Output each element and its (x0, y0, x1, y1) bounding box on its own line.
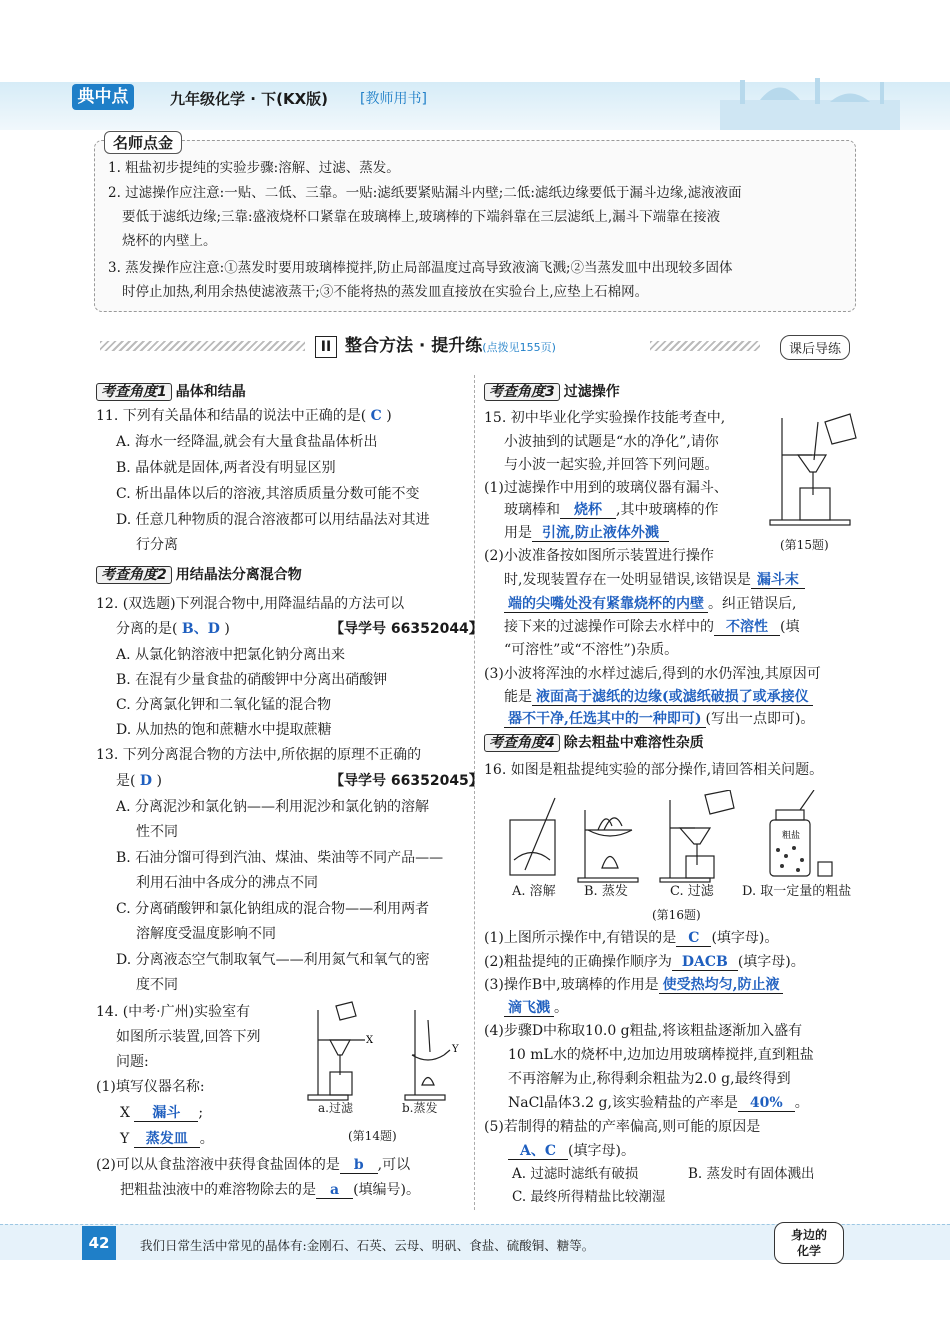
q12-stem-cont: 分离的是( B、D ) (116, 621, 230, 637)
q12-guide-number: 【导学号 66352044】 (330, 621, 483, 637)
q14-y-label: Y (120, 1131, 130, 1147)
q13-option-b-cont: 利用石油中各成分的沸点不同 (136, 875, 318, 891)
q16-part-4-text: NaCl晶体3.2 g,该实验精盐的产率是 (508, 1095, 738, 1111)
chemistry-around-us-badge (774, 1222, 844, 1264)
tip-line: 要低于滤纸边缘;三靠:盛液烧杯口紧靠在玻璃棒上,玻璃棒的下端斜靠在三层滤纸上,漏斗下端靠在接液 (122, 209, 721, 225)
q16-part-1-text-b: (填字母)。 (711, 930, 779, 946)
q11-option-a: A. 海水一经降温,就会有大量食盐晶体析出 (116, 434, 378, 450)
q16-part-2-text-b: (填字母)。 (737, 954, 805, 970)
question-15: 15. 初中毕业化学实验操作技能考查中, (484, 410, 726, 426)
q16-part-2 (484, 952, 805, 972)
angle-box: 考查角度4 (484, 734, 560, 752)
page-number: 42 (82, 1226, 116, 1260)
q16-fig-label-a: A. 溶解 (512, 884, 556, 899)
q15-part-2-cont3 (504, 617, 799, 637)
q15-answer-function: 引流,防止液体外溅 (532, 525, 669, 542)
tip-line: 3. 蒸发操作应注意:①蒸发时要用玻璃棒搅拌,防止局部温度过高导致液滴飞溅;②当蒸发皿中出现较多固体 (108, 260, 733, 276)
q14-fig-label-b: b.蒸发 (402, 1101, 438, 1115)
q11-option-c: C. 析出晶体以后的溶液,其溶质质量分数可能不变 (116, 486, 420, 502)
q11-option-b: B. 晶体就是固体,两者没有明显区别 (116, 460, 336, 476)
q15-answer-beaker: 烧杯 (560, 502, 616, 519)
q13-option-d: D. 分离液态空气制取氧气——利用氮气和氧气的密 (116, 952, 430, 968)
q16-part-4-cont3 (508, 1093, 809, 1113)
q14-stem-3: 问题: (116, 1054, 149, 1070)
q16-answer-2: DACB (672, 954, 738, 971)
q15-part-3-cont2 (504, 709, 814, 729)
angle-heading-4 (484, 732, 704, 752)
tip-line: 1. 粗盐初步提纯的实验步骤:溶解、过滤、蒸发。 (108, 160, 400, 176)
q15-text: 玻璃棒和 (504, 502, 560, 518)
tips-label: 名师点金 (104, 131, 182, 154)
q16-jar-label: 粗盐 (782, 831, 801, 841)
angle-title: 除去粗盐中难溶性杂质 (563, 735, 704, 751)
q13-answer: D (139, 773, 153, 789)
q12-option-c: C. 分离氯化钾和二氧化锰的混合物 (116, 697, 332, 713)
brand-logo: 典中点 (72, 84, 134, 110)
q15-part-3-text-b: (写出一点即可)。 (705, 711, 815, 727)
q14-x-label: X (120, 1105, 130, 1121)
q14-x-line: X 漏斗 ; (120, 1105, 204, 1121)
q16-part-3-text-b: 。 (554, 1000, 568, 1016)
q13-option-a-cont: 性不同 (136, 824, 178, 840)
q16-part-1-text: (1)上图所示操作中,有错误的是 (484, 930, 677, 946)
q16-part-4-cont: 10 mL水的烧杯中,边加边用玻璃棒搅拌,直到粗盐 (508, 1047, 814, 1063)
footer-badge-line-1: 身边的 (790, 1228, 827, 1242)
q11-stem: 11. 下列有关晶体和结晶的说法中正确的是( (96, 408, 367, 424)
q15-text-b: ,其中玻璃棒的作 (616, 502, 719, 518)
q15-part-2-text: 时,发现装置存在一处明显错误,该错误是 (504, 572, 751, 588)
section-bar (100, 333, 850, 359)
page-footer (0, 1212, 950, 1272)
after-class-badge: 课后导练 (780, 335, 850, 360)
q16-part-3-text: (3)操作B中,玻璃棒的作用是 (484, 977, 659, 993)
section-heading: 整合方法 · 提升练 (345, 336, 483, 356)
q16-fig-label-b: B. 蒸发 (584, 884, 628, 899)
q15-part-3: (3)小波将浑浊的水样过滤后,得到的水仍浑浊,其原因可 (484, 666, 821, 682)
section-reference: (点拨见155页) (482, 341, 556, 354)
q16-part-5-text: (填字母)。 (568, 1143, 635, 1159)
q16-answer-1: C (676, 930, 711, 947)
q13-stem-cont: 是( D ) (116, 773, 162, 789)
q15-answer-reason-a: 液面高于滤纸的边缘(或滤纸破损了或承接仪 (532, 689, 813, 706)
q14-part-2-answer-a: b (340, 1157, 378, 1174)
question-14: 14. (中考·广州)实验室有 (96, 1004, 251, 1020)
q12-option-b: B. 在混有少量食盐的硝酸钾中分离出硝酸钾 (116, 672, 388, 688)
question-11: 11. 下列有关晶体和结晶的说法中正确的是( C ) (96, 408, 392, 424)
q14-stem-2: 如图所示装置,回答下列 (116, 1029, 261, 1045)
q15-filtration-figure (760, 410, 870, 535)
q15-part-3-text: 能是 (504, 689, 532, 705)
q13-option-a: A. 分离泥沙和氯化钠——利用泥沙和氯化钠的溶解 (116, 799, 430, 815)
q14-fig-label-a: a.过滤 (318, 1101, 353, 1115)
tip-line: 时停止加热,利用余热使滤液蒸干;③不能将热的蒸发皿直接放在实验台上,应垫上石棉网。 (122, 284, 649, 300)
book-title: 九年级化学 · 下(KX版) (170, 90, 329, 108)
q14-part-2-answer-b: a (316, 1182, 353, 1199)
q14-part-1: (1)填写仪器名称: (96, 1079, 205, 1095)
q16-part-2-text: (2)粗盐提纯的正确操作顺序为 (484, 954, 672, 970)
q15-part-1: (1)过滤操作中用到的玻璃仪器有漏斗、 (484, 480, 728, 496)
q15-part-2: (2)小波准备按如图所示装置进行操作 (484, 548, 714, 564)
q12-answer: B、D (181, 621, 220, 637)
q15-answer-insoluble: 不溶性 (714, 619, 780, 636)
q16-option-c: C. 最终所得精盐比较潮湿 (512, 1189, 666, 1205)
angle-title: 晶体和结晶 (175, 384, 246, 400)
q13-option-b: B. 石油分馏可得到汽油、煤油、柴油等不同产品—— (116, 850, 444, 866)
q16-part-3 (484, 975, 783, 995)
section-number: II (315, 336, 337, 358)
q16-answer-3b: 滴飞溅 (504, 1000, 554, 1017)
section-title (315, 333, 556, 359)
q15-part-2-cont (504, 570, 805, 590)
q11-option-d-cont: 行分离 (136, 537, 178, 553)
q16-fig-label-d: D. 取一定量的粗盐 (742, 884, 852, 899)
q16-option-b: B. 蒸发时有固体溅出 (688, 1166, 815, 1182)
q15-part-2-cont2 (504, 594, 796, 614)
q16-answer-5: A、C (508, 1143, 568, 1160)
angle-title: 用结晶法分离混合物 (175, 567, 302, 583)
angle-box: 考查角度1 (96, 383, 172, 401)
q15-answer-error-a: 漏斗末 (751, 572, 805, 589)
angle-box: 考查角度2 (96, 566, 172, 584)
section-stripe-left (100, 341, 305, 351)
q12-option-a: A. 从氯化钠溶液中把氯化钠分离出来 (116, 647, 346, 663)
angle-title: 过滤操作 (563, 384, 620, 400)
q14-part-2b-text: 把粗盐浊液中的难溶物除去的是 (120, 1182, 316, 1198)
svg-text:Y: Y (452, 1044, 459, 1055)
q13-stem: 是( (116, 773, 136, 789)
q16-answer-3a: 使受热均匀,防止液 (659, 977, 784, 994)
q13-option-c: C. 分离硝酸钾和氯化钠组成的混合物——利用两者 (116, 901, 430, 917)
q11-answer: C (370, 408, 382, 424)
q15-part-1-cont (504, 500, 718, 520)
q15-part-2-text-b: 。纠正错误后, (708, 596, 797, 612)
question-12: 12. (双选题)下列混合物中,用降温结晶的方法可以 (96, 596, 405, 612)
q16-part-4-text-b: 。 (794, 1095, 809, 1111)
q12-option-d: D. 从加热的饱和蔗糖水中提取蔗糖 (116, 722, 332, 738)
angle-heading-3 (484, 381, 620, 401)
q13-option-c-cont: 溶解度受温度影响不同 (136, 926, 276, 942)
q16-part-5-cont (508, 1141, 635, 1161)
q16-fig-label-c: C. 过滤 (670, 884, 714, 899)
q14-fig-caption: (第14题) (348, 1129, 397, 1143)
q16-part-1 (484, 928, 778, 948)
q15-part-2-text-c: 接下来的过滤操作可除去水样中的 (504, 619, 714, 635)
q15-fig-caption: (第15题) (780, 538, 829, 552)
teacher-edition-tag: [教师用书] (360, 91, 427, 107)
q14-part-2: (2)可以从食盐溶液中获得食盐固体的是 b ,可以 (96, 1157, 411, 1173)
q16-part-4: (4)步骤D中称取10.0 g粗盐,将该粗盐逐渐加入盛有 (484, 1023, 803, 1039)
q15-part-2-text-d: (填 (780, 619, 800, 635)
q15-text-c: 用是 (504, 525, 532, 541)
footer-badge-line-2: 化学 (796, 1244, 821, 1258)
q14-apparatus-figure (300, 1000, 460, 1110)
q15-answer-reason-b: 器不干净,任选其中的一种即可) (504, 711, 706, 728)
q15-part-1-cont2 (504, 523, 669, 543)
column-divider (474, 375, 475, 1210)
page-header (0, 60, 950, 130)
q16-part-4-cont2: 不再溶解为止,称得剩余粗盐为2.0 g,最终得到 (508, 1071, 791, 1087)
q16-operations-figure (500, 790, 860, 885)
tip-line: 烧杯的内壁上。 (122, 233, 217, 249)
q12-stem: 分离的是( (116, 621, 178, 637)
tip-line: 2. 过滤操作应注意:一贴、二低、三靠。一贴:滤纸要紧贴漏斗内壁;二低:滤纸边缘要低于漏斗边缘,滤液液面 (108, 185, 742, 201)
angle-box: 考查角度3 (484, 383, 560, 401)
q16-part-5: (5)若制得的精盐的产率偏高,则可能的原因是 (484, 1119, 761, 1135)
q14-y-answer: 蒸发皿 (134, 1131, 200, 1148)
q11-option-d: D. 任意几种物质的混合溶液都可以用结晶法对其进 (116, 512, 430, 528)
q13-guide-number: 【导学号 66352045】 (330, 773, 483, 789)
q16-part-3-cont (504, 998, 568, 1018)
q15-stem-3: 与小波一起实验,并回答下列问题。 (504, 457, 719, 473)
q14-part-2-cont (120, 1180, 420, 1200)
q13-option-d-cont: 度不同 (136, 977, 178, 993)
svg-text:X: X (366, 1035, 374, 1046)
q14-part-2-text: (2)可以从食盐溶液中获得食盐固体的是 (96, 1157, 340, 1173)
q14-y-line: Y 蒸发皿 。 (120, 1131, 214, 1147)
q16-answer-4: 40% (738, 1095, 795, 1112)
question-16: 16. 如图是粗盐提纯实验的部分操作,请回答相关问题。 (484, 762, 824, 778)
q15-part-3-cont (504, 687, 813, 707)
q15-part-2-cont4: “可溶性”或“不溶性”)杂质。 (504, 642, 679, 658)
q16-fig-caption: (第16题) (652, 908, 701, 922)
angle-heading-1 (96, 381, 246, 401)
question-13: 13. 下列分离混合物的方法中,所依据的原理不正确的 (96, 747, 422, 763)
section-stripe-right (650, 341, 760, 351)
q14-part-2c-text: (填编号)。 (353, 1182, 421, 1198)
angle-heading-2 (96, 564, 302, 584)
footer-fact: 我们日常生活中常见的晶体有:金刚石、石英、云母、明矾、食盐、硫酸铜、糖等。 (140, 1238, 595, 1253)
q16-option-a: A. 过滤时滤纸有破损 (512, 1166, 639, 1182)
q14-x-answer: 漏斗 (134, 1105, 198, 1122)
q15-stem-2: 小波抽到的试题是“水的净化”,请你 (504, 434, 719, 450)
q15-answer-error-b: 端的尖嘴处没有紧靠烧杯的内壁 (504, 596, 708, 613)
city-skyline-illustration (700, 70, 920, 130)
